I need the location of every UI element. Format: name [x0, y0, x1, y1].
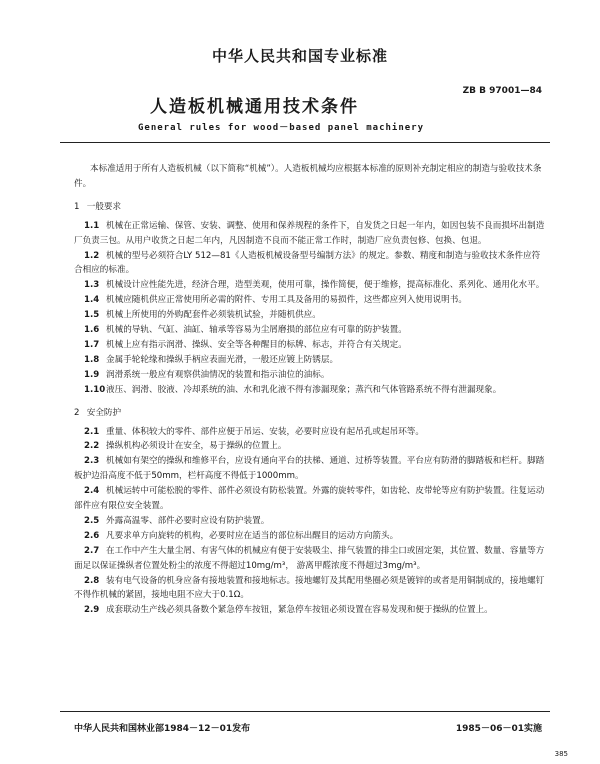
top-divider: [60, 142, 550, 143]
section-heading: [74, 406, 546, 421]
clause-item: [74, 338, 546, 353]
clause-text: 装有电气设备的机身应备有接地装置和接地标志。接地螺钉及其配用垫圈必须是镀锌的或者是用铜制成的，接地螺钉不得作机械的紧固，接地电阻不应大于0.1Ω。: [74, 575, 545, 601]
clause-item: [74, 439, 546, 454]
clause-text: 机械如有架空的操纵和维修平台，应设有通向平台的扶梯、通道、过桥等装置。平台应有防滑的脚踏板和栏杆。脚踏板护边沿高度不低于50mm，栏杆高度不得低于1000mm。: [74, 456, 545, 482]
document-title-english: General rules for wood－based panel machinery: [138, 123, 424, 133]
clause-item: [74, 574, 546, 604]
clause-number: 1.6: [84, 325, 100, 336]
clause-text: 润滑系统一般应有观察供油情况的装置和指示油位的油标。: [106, 369, 330, 380]
clause-number: 1.8: [84, 354, 100, 365]
clause-item: [74, 353, 546, 368]
clause-text: 机械的型号必须符合LY 512—81《人造板机械设备型号编制方法》的规定。参数、精度和制造与验收技术条件应符合相应的标准。: [74, 250, 541, 276]
intro-paragraph: 本标准适用于所有人造板机械（以下简称“机械”）。人造板机械均应根据本标准的原则补充制定相应的制造与验收技术条件。: [74, 164, 542, 189]
effective-date: 1985－06－01实施: [455, 724, 542, 734]
bottom-divider: [60, 711, 550, 712]
clause-number: 2.2: [84, 441, 100, 452]
clause-number: 2.6: [84, 530, 100, 541]
section-title: 安全防护: [86, 407, 122, 418]
clause-text: 机械上所使用的外购配套件必须装机试验，并随机供应。: [106, 310, 321, 321]
clause-text: 机械的导轨、气缸、油缸、轴承等容易为尘屑磨损的部位应有可靠的防护装置。: [106, 325, 407, 336]
clause-item: [74, 529, 546, 544]
clause-text: 外露高温零、部件必要时应设有防护装置。: [106, 515, 270, 526]
clause-number: 2.3: [84, 456, 100, 467]
clause-item: [74, 219, 546, 249]
clause-number: 1.5: [84, 310, 100, 321]
clause-item: [74, 278, 546, 293]
clause-text: 机械应随机供应正常使用所必需的附件、专用工具及备用的易损件，这些都应列入使用说明书。: [106, 295, 467, 306]
section-number: 1: [74, 201, 80, 212]
clause-number: 1.7: [84, 339, 100, 350]
clause-number: 1.3: [84, 280, 100, 291]
clause-text: 机械在正常运输、保管、安装、调整、使用和保养规程的条件下，自发货之日起一年内，如因包装不良而损坏出制造厂负责三包。从用户收货之日起二年内，凡因制造不良而不能正常工作时，制造厂应负责包修、包换、包退。: [74, 220, 545, 246]
clause-text: 在工作中产生大量尘屑、有害气体的机械应有便于安装吸尘、排气装置的排尘口或固定架，其位置、数量、容量等方面足以保证操纵者位置处粉尘的浓度不得超过10mg/m³， 游离甲醛浓度不得超过3mg/m³。: [74, 545, 545, 571]
standard-number: ZB B 97001—84: [462, 86, 542, 96]
clause-text: 操纵机构必须设计在安全，易于操纵的位置上。: [106, 441, 287, 452]
clause-number: 2.1: [84, 426, 100, 437]
standard-type-heading: 中华人民共和国专业标准: [211, 47, 388, 65]
section-heading: [74, 200, 546, 215]
clause-number: 2.8: [84, 575, 100, 586]
clause-item: [74, 603, 546, 618]
clause-item: [74, 293, 546, 308]
clause-item: [74, 425, 546, 440]
clause-item: [74, 544, 546, 574]
clause-text: 液压、润滑、胶液、冷却系统的油、水和乳化液不得有渗漏现象；蒸汽和气体管路系统不得有泄漏现象。: [106, 384, 502, 395]
clause-text: 成套联动生产线必须具备数个紧急停车按钮，紧急停车按钮必须设置在容易发现和便于操纵的位置上。: [106, 605, 493, 616]
section-items: [74, 219, 546, 398]
clause-text: 机械运转中可能松脱的零件、部件必须设有防松装置。外露的旋转零件，如齿轮、皮带轮等应有防护装置。往复运动部件应有限位安全装置。: [74, 486, 545, 512]
clause-item: [74, 484, 546, 514]
clause-number: 1.9: [84, 369, 100, 380]
clause-text: 机械设计应性能先进，经济合理，造型美观，使用可靠，操作简便，便于维修，提高标准化、系列化、通用化水平。: [106, 280, 545, 291]
document-body: [74, 162, 546, 618]
clause-item: [74, 323, 546, 338]
clause-number: 2.7: [84, 545, 100, 556]
clause-item: [74, 249, 546, 279]
clause-text: 金属手轮轮缘和操纵手柄应表面光滑，一般还应镀上防锈层。: [106, 354, 339, 365]
clause-number: 1.10: [84, 384, 106, 395]
section-items: [74, 425, 546, 619]
section-number: 2: [74, 407, 80, 418]
document-title: 人造板机械通用技术条件: [150, 97, 359, 117]
page-number: 385: [554, 750, 568, 758]
section-title: 一般要求: [86, 201, 122, 212]
clause-item: [74, 514, 546, 529]
clause-item: [74, 308, 546, 323]
clause-text: 凡要求单方向旋转的机构，必要时应在适当的部位标出醒目的运动方向箭头。: [106, 530, 399, 541]
clause-item: [74, 383, 546, 398]
clause-item: [74, 454, 546, 484]
clause-number: 2.4: [84, 486, 100, 497]
clause-number: 2.5: [84, 515, 100, 526]
clause-item: [74, 368, 546, 383]
clause-number: 1.2: [84, 250, 100, 261]
issued-by: 中华人民共和国林业部1984－12－01发布: [74, 724, 251, 734]
clause-number: 1.4: [84, 295, 100, 306]
clause-text: 机械上应有指示润滑、操纵、安全等各种醒目的标牌、标志，并符合有关规定。: [106, 339, 407, 350]
clause-text: 重量、体积较大的零件、部件应便于吊运、安装，必要时应设有起吊孔或起吊环等。: [106, 426, 424, 437]
clause-number: 2.9: [84, 605, 100, 616]
clause-number: 1.1: [84, 220, 100, 231]
